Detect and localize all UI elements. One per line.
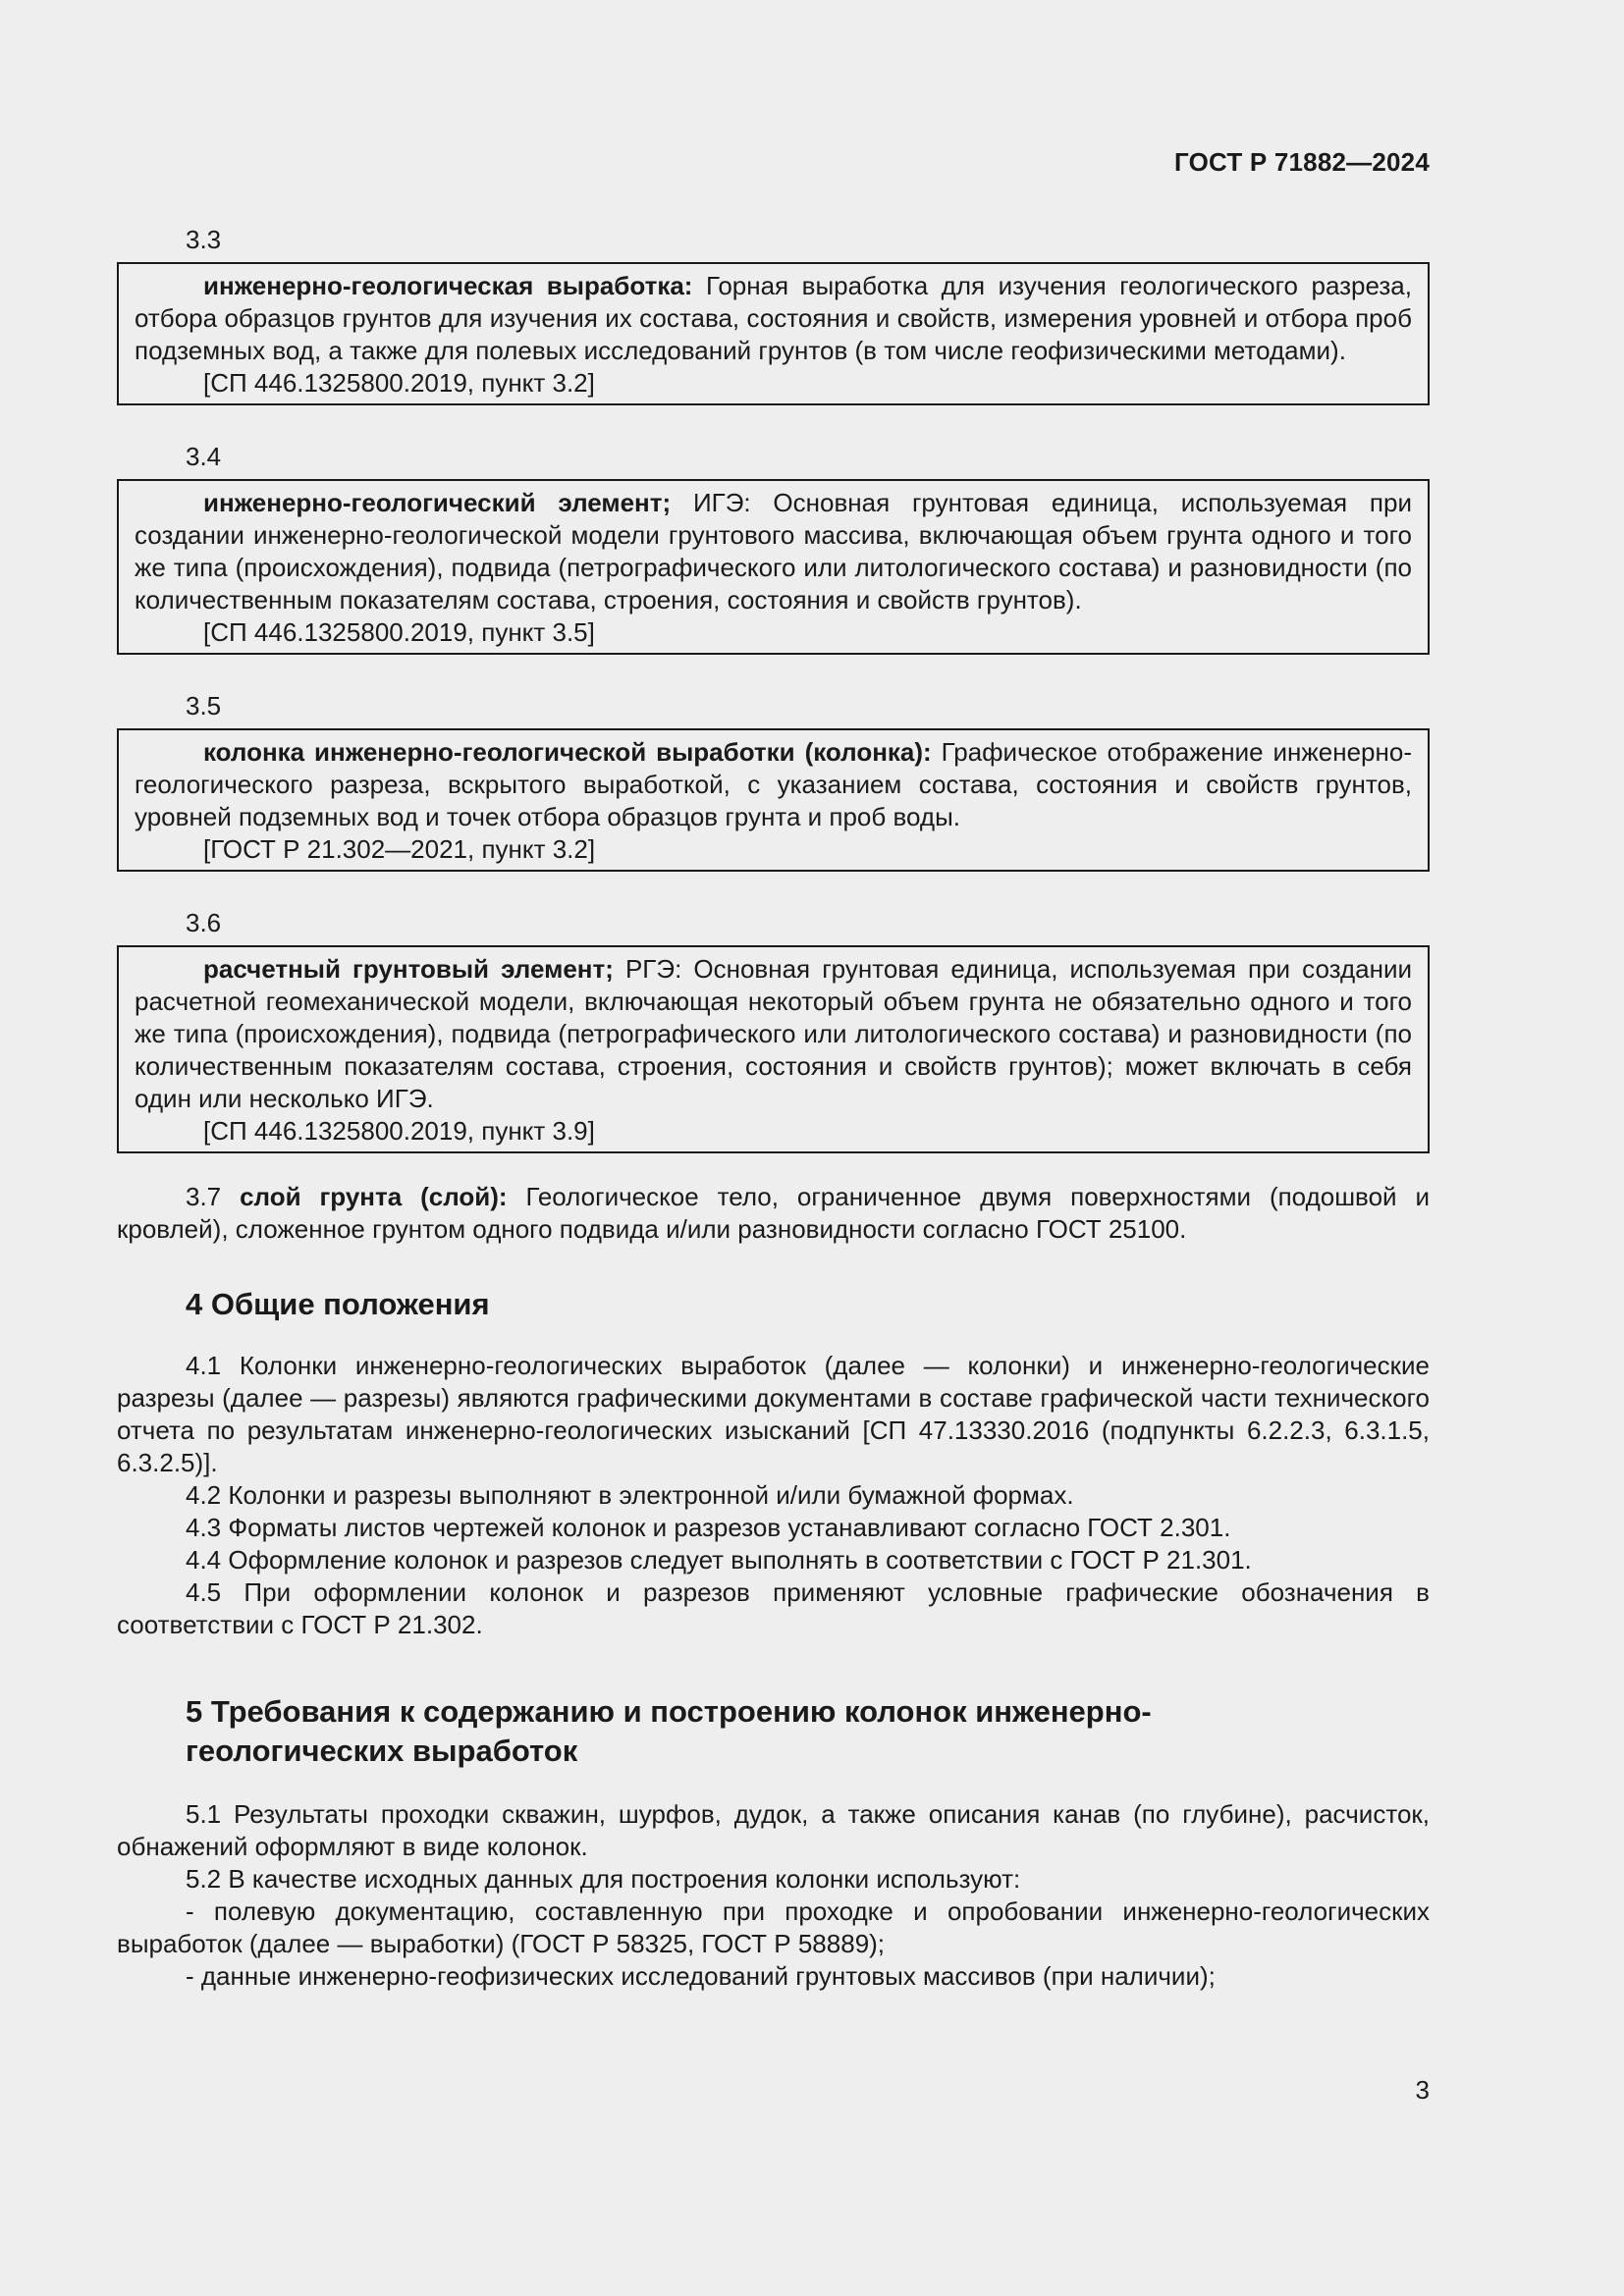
section-5-title [117, 1692, 1430, 1771]
section-5-title-line-2: геологических выработок [186, 1734, 578, 1768]
term-text: Горная выработка для изучения геологического разреза, отбора образцов грунтов для изучения их состава, состояния и свойств, измерения уровней и отбора проб подземных вод, а также для полевых исследований грунтов (в том числе геофизическими методами). [135, 271, 1412, 365]
term-title: колонка инженерно-геологической выработки (колонка): [203, 737, 932, 767]
page-number: 3 [1415, 2075, 1430, 2105]
term-text: ИГЭ: Основная грунтовая единица, используемая при создании инженерно-геологической модели грунтового массива, включающая объем грунта одного и того же типа (происхождения), подвида (петрографического или литологического состава) и разновидности (по количественным показателям состава, строения, состояния и свойств грунтов). [135, 488, 1412, 614]
term-title: инженерно-геологический элемент; [203, 488, 672, 517]
paragraph-4-3: 4.3 Форматы листов чертежей колонок и разрезов устанавливают согласно ГОСТ 2.301. [186, 1513, 1231, 1542]
term-definition [135, 736, 1412, 833]
term-text: РГЭ: Основная грунтовая единица, используемая при создании расчетной геомеханической модели, включающая некоторый объем грунта не обязательно одного и того же типа (происхождения), подвида (петрографического или литологического состава) и разновидности (по количественным показателям состава, строения, состояния и свойств грунтов); может включать в себя один или несколько ИГЭ. [135, 954, 1412, 1113]
term-source: [СП 446.1325800.2019, пункт 3.9] [203, 1116, 595, 1146]
term-text: Графическое отображение инженерно-геологического разреза, вскрытого выработкой, с указанием состава, состояния и свойств грунтов, уровней подземных вод и точек отбора образцов грунта и проб воды. [135, 737, 1412, 831]
term-source: [ГОСТ Р 21.302—2021, пункт 3.2] [203, 834, 596, 864]
term-box-3-3 [117, 262, 1430, 405]
term-box-3-4 [117, 479, 1430, 655]
term-number: 3.7 [186, 1182, 241, 1211]
term-source: [СП 446.1325800.2019, пункт 3.5] [203, 617, 595, 647]
section-5-title-line-1: 5 Требования к содержанию и построению колонок инженерно- [186, 1694, 1152, 1729]
list-item: - данные инженерно-геофизических исследований грунтовых массивов (при наличии); [186, 1961, 1216, 1991]
term-box-3-5 [117, 728, 1430, 872]
page-content [117, 224, 1430, 1993]
term-title: расчетный грунтовый элемент; [203, 954, 614, 984]
section-4-title: 4 Общие положения [186, 1287, 490, 1321]
term-3-7 [117, 1181, 1430, 1246]
term-number: 3.5 [186, 691, 222, 721]
term-title: слой грунта (слой): [240, 1182, 508, 1211]
list-item: - полевую документацию, составленную при проходке и опробовании инженерно-геологических выработок (далее — выработки) (ГОСТ Р 58325, ГОСТ Р 58889); [117, 1896, 1430, 1958]
term-number: 3.4 [186, 442, 222, 471]
term-title: инженерно-геологическая выработка: [203, 271, 693, 300]
paragraph-4-5: 4.5 При оформлении колонок и разрезов применяют условные графические обозначения в соответствии с ГОСТ Р 21.302. [117, 1577, 1430, 1639]
term-number: 3.6 [186, 908, 222, 937]
paragraph-5-1: 5.1 Результаты проходки скважин, шурфов, дудок, а также описания канав (по глубине), расчисток, обнажений оформляют в виде колонок. [117, 1799, 1430, 1861]
term-text: Геологическое тело, ограниченное двумя поверхностями (подошвой и кровлей), сложенное грунтом одного подвида и/или разновидности согласно ГОСТ 25100. [117, 1182, 1430, 1244]
document-code: ГОСТ Р 71882—2024 [1174, 147, 1430, 177]
term-definition [135, 487, 1412, 616]
term-definition [135, 953, 1412, 1115]
term-number: 3.3 [186, 225, 222, 254]
term-box-3-6 [117, 945, 1430, 1153]
term-definition [135, 270, 1412, 367]
term-source: [СП 446.1325800.2019, пункт 3.2] [203, 368, 595, 398]
paragraph-4-2: 4.2 Колонки и разрезы выполняют в электронной и/или бумажной формах. [186, 1480, 1074, 1510]
paragraph-4-4: 4.4 Оформление колонок и разрезов следует выполнять в соответствии с ГОСТ Р 21.301. [186, 1545, 1252, 1575]
paragraph-5-2: 5.2 В качестве исходных данных для построения колонки используют: [186, 1864, 1021, 1894]
paragraph-4-1: 4.1 Колонки инженерно-геологических выработок (далее — колонки) и инженерно-геологические разрезы (далее — разрезы) являются графическими документами в составе графической части технического отчета по результатам инженерно-геологических изысканий [СП 47.13330.2016 (подпункты 6.2.2.3, 6.3.1.5, 6.3.2.5)]. [117, 1351, 1430, 1477]
